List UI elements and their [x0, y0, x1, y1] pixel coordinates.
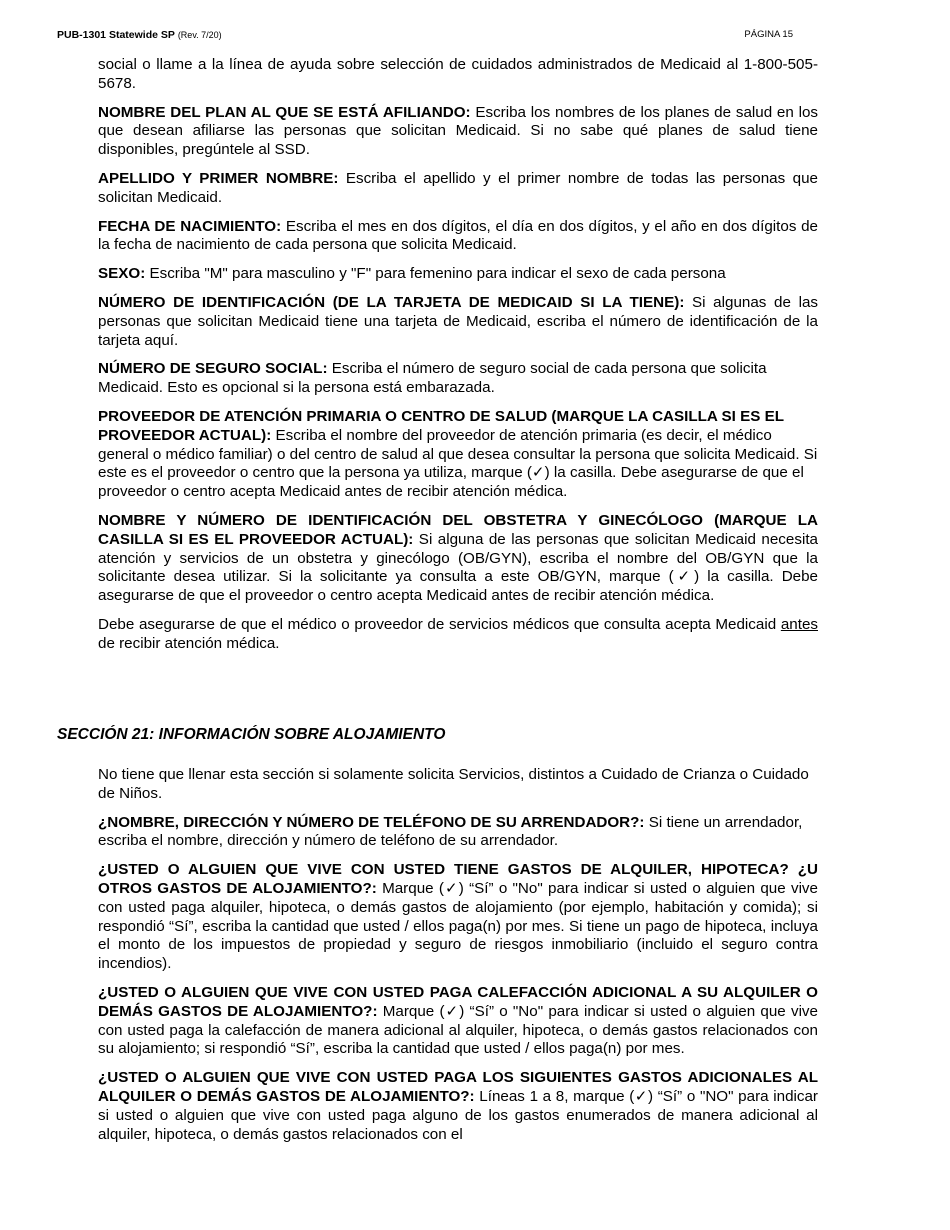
paragraph-name-text: Escriba el apellido y el primer nombre de todas las personas que solicitan Medicaid. [98, 169, 818, 206]
paragraph-heating [98, 984, 818, 1059]
paragraph-birthdate-text: Escriba el mes en dos dígitos, el día en dos dígitos, y el año en dos dígitos de la fecha de nacimiento de cada persona que solicita Medicaid. [98, 217, 819, 254]
paragraph-landlord-heading: ¿NOMBRE, DIRECCIÓN Y NÚMERO DE TELÉFONO DE SU ARRENDADOR?: [98, 813, 645, 831]
page-header [57, 29, 793, 45]
paragraph-name-heading: APELLIDO Y PRIMER NOMBRE: [98, 169, 339, 187]
paragraph-closing-before: Debe asegurarse de que el médico o proveedor de servicios médicos que consulta acepta Medicaid [98, 615, 781, 633]
paragraph-closing-underlined: antes [780, 615, 818, 633]
paragraph-housing-costs-heading: ¿USTED O ALGUIEN QUE VIVE CON USTED TIENE GASTOS DE ALQUILER, HIPOTECA? ¿U OTROS GASTOS DE ALOJAMIENTO?: [98, 861, 818, 897]
paragraph-additional-costs [98, 1069, 818, 1144]
section-21-intro: No tiene que llenar esta sección si solamente solicita Servicios, distintos a Cuidado de Crianza o Cuidado de Niños. [98, 766, 809, 802]
paragraph-obgyn-text: Si alguna de las personas que solicitan Medicaid necesita atención y servicios de un obstetra y ginecólogo (OB/GYN), escriba el nombre del OB/GYN que la solicitante desea utilizar. Si la solicitante ya consulta a este OB/GYN, marque (✓) la casilla. Debe asegurarse de que el proveedor o centro acepta Medicaid antes de recibir atención médica. [98, 530, 818, 605]
paragraph-ssn-heading: NÚMERO DE SEGURO SOCIAL: [98, 360, 328, 378]
paragraph-heating-text: Marque (✓) “Sí” o "No" para indicar si usted o alguien que vive con usted paga la calefacción de manera adicional al alquiler, hipoteca, o demás gastos relacionados con su alojamiento; si respondió “Sí”, escriba la cantidad que usted / ellos paga(n) por mes. [98, 1002, 818, 1058]
paragraph-medicaid-id-text: Si algunas de las personas que solicitan Medicaid tiene una tarjeta de Medicaid, escriba el número de identificación de la tarjeta aquí. [98, 293, 818, 349]
paragraph-closing-after: de recibir atención médica. [98, 634, 280, 652]
paragraph-landlord-text: Si tiene un arrendador, escriba el nombre, dirección y número de teléfono de su arrendador. [98, 813, 803, 850]
paragraph-obgyn-heading: NOMBRE Y NÚMERO DE IDENTIFICACIÓN DEL OBSTETRA Y GINECÓLOGO (MARQUE LA CASILLA SI ES EL PROVEEDOR ACTUAL): [98, 511, 818, 548]
paragraph-plan-name-text: Escriba los nombres de los planes de salud en los que desean afiliarse las personas que solicitan Medicaid. Si no sabe qué planes de salud tiene disponibles, pregúntele al SSD. [98, 103, 819, 159]
paragraph-plan-name [98, 104, 818, 160]
paragraph-birthdate-heading: FECHA DE NACIMIENTO: [98, 217, 282, 235]
form-code: PUB-1301 Statewide SP [57, 29, 175, 41]
paragraph-primary-care-text: Escriba el nombre del proveedor de atención primaria (es decir, el médico general o médico familiar) o del centro de salud al que desea consultar la persona que solicita Medicaid. Si este es el proveedor o centro que la persona ya utiliza, marque (✓) la casilla. Debe asegurarse de que el proveedor o centro acepta Medicaid antes de recibir atención médica. [98, 426, 818, 501]
paragraph-sex-heading: SEXO: [98, 265, 146, 283]
form-revision: (Rev. 7/20) [177, 30, 222, 40]
paragraph-heating-heading: ¿USTED O ALGUIEN QUE VIVE CON USTED PAGA CALEFACCIÓN ADICIONAL A SU ALQUILER O DEMÁS GASTOS DE ALOJAMIENTO?: [98, 983, 818, 1020]
paragraph-housing-costs-text: Marque (✓) “Sí” o "No" para indicar si usted o alguien que vive con usted paga alquiler, hipoteca, o demás gastos de alojamiento (por ejemplo, habitación y comida); si respondió “Sí”, escriba la cantidad que usted / ellos paga(n) por mes. Si tiene un pago de hipoteca, incluya el monto de los impuestos de propiedad y seguro de riesgos inmobiliario (incluido el seguro contra incendios). [98, 879, 818, 973]
paragraph-medicaid-id [98, 294, 818, 350]
paragraph-sex [98, 265, 818, 284]
paragraph-sex-text: Escriba "M" para masculino y "F" para femenino para indicar el sexo de cada persona [145, 265, 726, 283]
section-21-body [98, 766, 818, 1154]
paragraph-helpline [98, 56, 818, 94]
paragraph-name [98, 170, 818, 208]
instructions-body [98, 56, 818, 664]
paragraph-plan-name-heading: NOMBRE DEL PLAN AL QUE SE ESTÁ AFILIANDO: [98, 103, 471, 121]
paragraph-obgyn [98, 512, 818, 606]
paragraph-primary-care-heading: PROVEEDOR DE ATENCIÓN PRIMARIA O CENTRO DE SALUD (MARQUE LA CASILLA SI ES EL PROVEEDOR ACTUAL): [98, 407, 784, 444]
section-21-title: SECCIÓN 21: INFORMACIÓN SOBRE ALOJAMIENTO [57, 726, 446, 743]
paragraph-primary-care [98, 408, 818, 502]
paragraph-housing-costs [98, 861, 818, 974]
paragraph-closing [98, 616, 818, 654]
page-number: PÁGINA 15 [744, 29, 793, 40]
paragraph-medicaid-id-heading: NÚMERO DE IDENTIFICACIÓN (DE LA TARJETA DE MEDICAID SI LA TIENE): [98, 293, 685, 311]
paragraph-additional-costs-text: Líneas 1 a 8, marque (✓) “Sí” o "NO" para indicar si usted o alguien que vive con usted paga alguno de los gastos enumerados de manera adicional al alquiler, hipoteca, o demás gastos relacionados con el [98, 1087, 818, 1143]
paragraph-landlord [98, 814, 818, 852]
paragraph-ssn [98, 360, 818, 398]
paragraph-helpline-text: social o llame a la línea de ayuda sobre selección de cuidados administrados de Medicaid al 1-800-505-5678. [98, 56, 818, 92]
paragraph-additional-costs-heading: ¿USTED O ALGUIEN QUE VIVE CON USTED PAGA LOS SIGUIENTES GASTOS ADICIONALES AL ALQUILER O DEMÁS GASTOS DE ALOJAMIENTO?: [98, 1069, 818, 1105]
paragraph-birthdate [98, 218, 818, 256]
form-identifier [57, 29, 222, 41]
paragraph-ssn-text: Escriba el número de seguro social de cada persona que solicita Medicaid. Esto es opcional si la persona está embarazada. [98, 360, 767, 397]
